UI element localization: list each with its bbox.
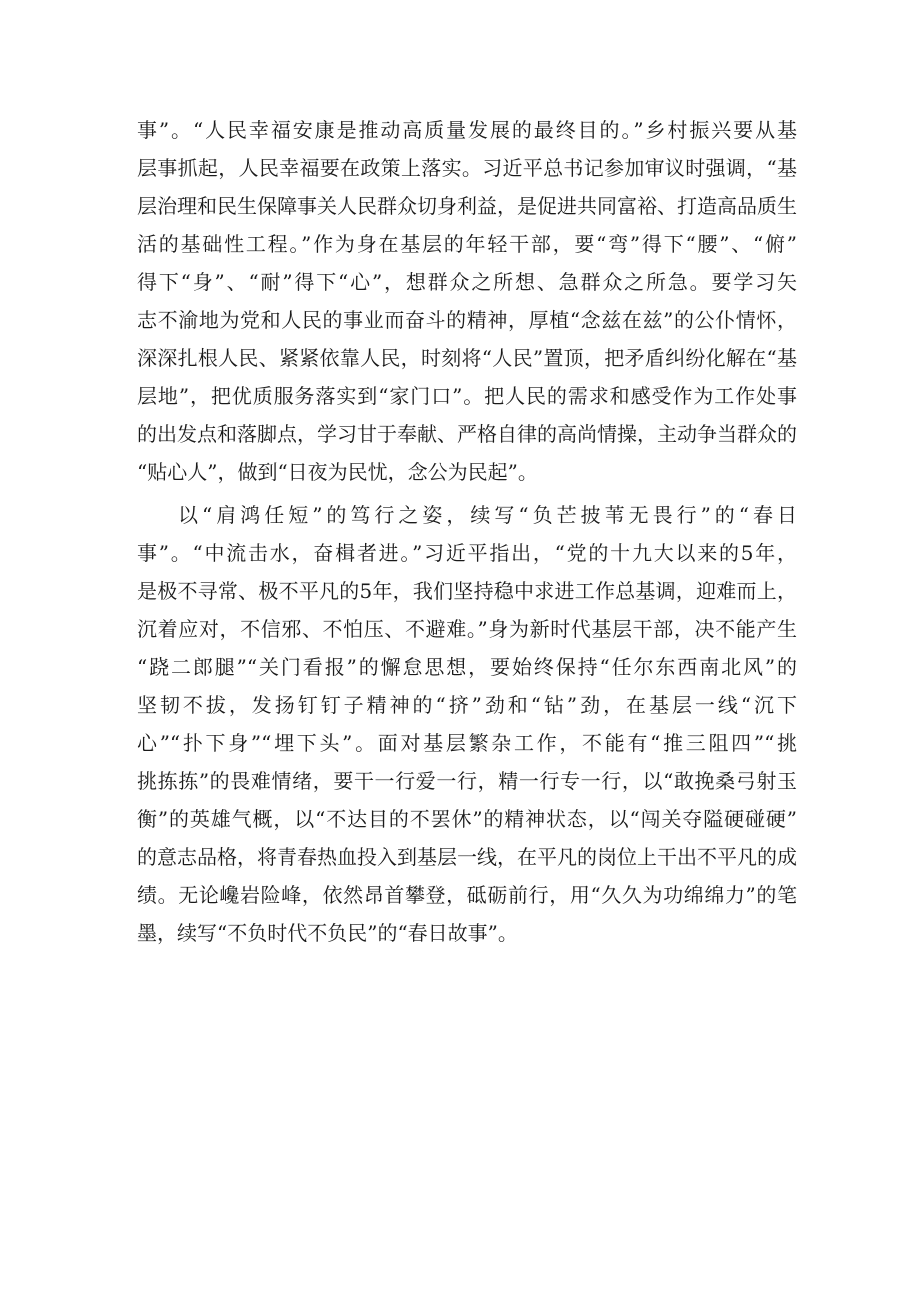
text-line: 的出发点和落脚点，学习甘于奉献、严格自律的高尚情操，主动争当群众的 (137, 422, 797, 446)
text-line: 坚韧不拔，发扬钉钉子精神的“挤”劲和“钻”劲，在基层一线“沉下 (137, 693, 797, 717)
text-line: 以“肩鸿任短”的笃行之姿，续写“负芒披苇无畏行”的“春日 (178, 503, 797, 527)
text-line: 心”“扑下身”“埋下头”。面对基层繁杂工作，不能有“推三阻四”“挑 (137, 731, 797, 755)
text-line: 活的基础性工程。”作为身在基层的年轻干部，要“弯”得下“腰”、“俯” (137, 232, 797, 256)
text-line: 衡”的英雄气概，以“不达目的不罢休”的精神状态，以“闯关夺隘硬碰硬” (137, 807, 797, 831)
text-line: 是极不寻常、极不平凡的5年，我们坚持稳中求进工作总基调，迎难而上， (137, 579, 797, 603)
text-line: 绩。无论巉岩险峰，依然昂首攀登，砥砺前行，用“久久为功绵绵力”的笔 (137, 883, 797, 907)
text-line: 层事抓起，人民幸福要在政策上落实。习近平总书记参加审议时强调，“基 (137, 156, 797, 180)
text-line: 深深扎根人民、紧紧依靠人民，时刻将“人民”置顶，把矛盾纠纷化解在“基 (137, 346, 797, 370)
text-line: 事”。“中流击水，奋楫者进。”习近平指出，“党的十九大以来的5年， (137, 541, 797, 565)
text-line: 层地”，把优质服务落实到“家门口”。把人民的需求和感受作为工作处事 (137, 384, 797, 408)
text-line: 事”。“人民幸福安康是推动高质量发展的最终目的。”乡村振兴要从基 (137, 118, 797, 142)
text-line: “贴心人”，做到“日夜为民忧，念公为民起”。 (137, 460, 538, 484)
text-line: 志不渝地为党和人民的事业而奋斗的精神，厚植“念兹在兹”的公仆情怀， (137, 308, 797, 332)
text-line: 的意志品格，将青春热血投入到基层一线，在平凡的岗位上干出不平凡的成 (137, 845, 797, 869)
text-line: 挑拣拣”的畏难情绪，要干一行爱一行，精一行专一行，以“敢挽桑弓射玉 (137, 769, 797, 793)
text-line: 得下“身”、“耐”得下“心”，想群众之所想、急群众之所急。要学习矢 (137, 270, 797, 294)
text-line: 层治理和民生保障事关人民群众切身利益，是促进共同富裕、打造高品质生 (137, 194, 797, 218)
text-line: 沉着应对，不信邪、不怕压、不避难。”身为新时代基层干部，决不能产生 (137, 617, 797, 641)
text-line: 墨，续写“不负时代不负民”的“春日故事”。 (137, 921, 518, 945)
text-line: “跷二郎腿”“关门看报”的懈怠思想，要始终保持“任尔东西南北风”的 (137, 655, 797, 679)
